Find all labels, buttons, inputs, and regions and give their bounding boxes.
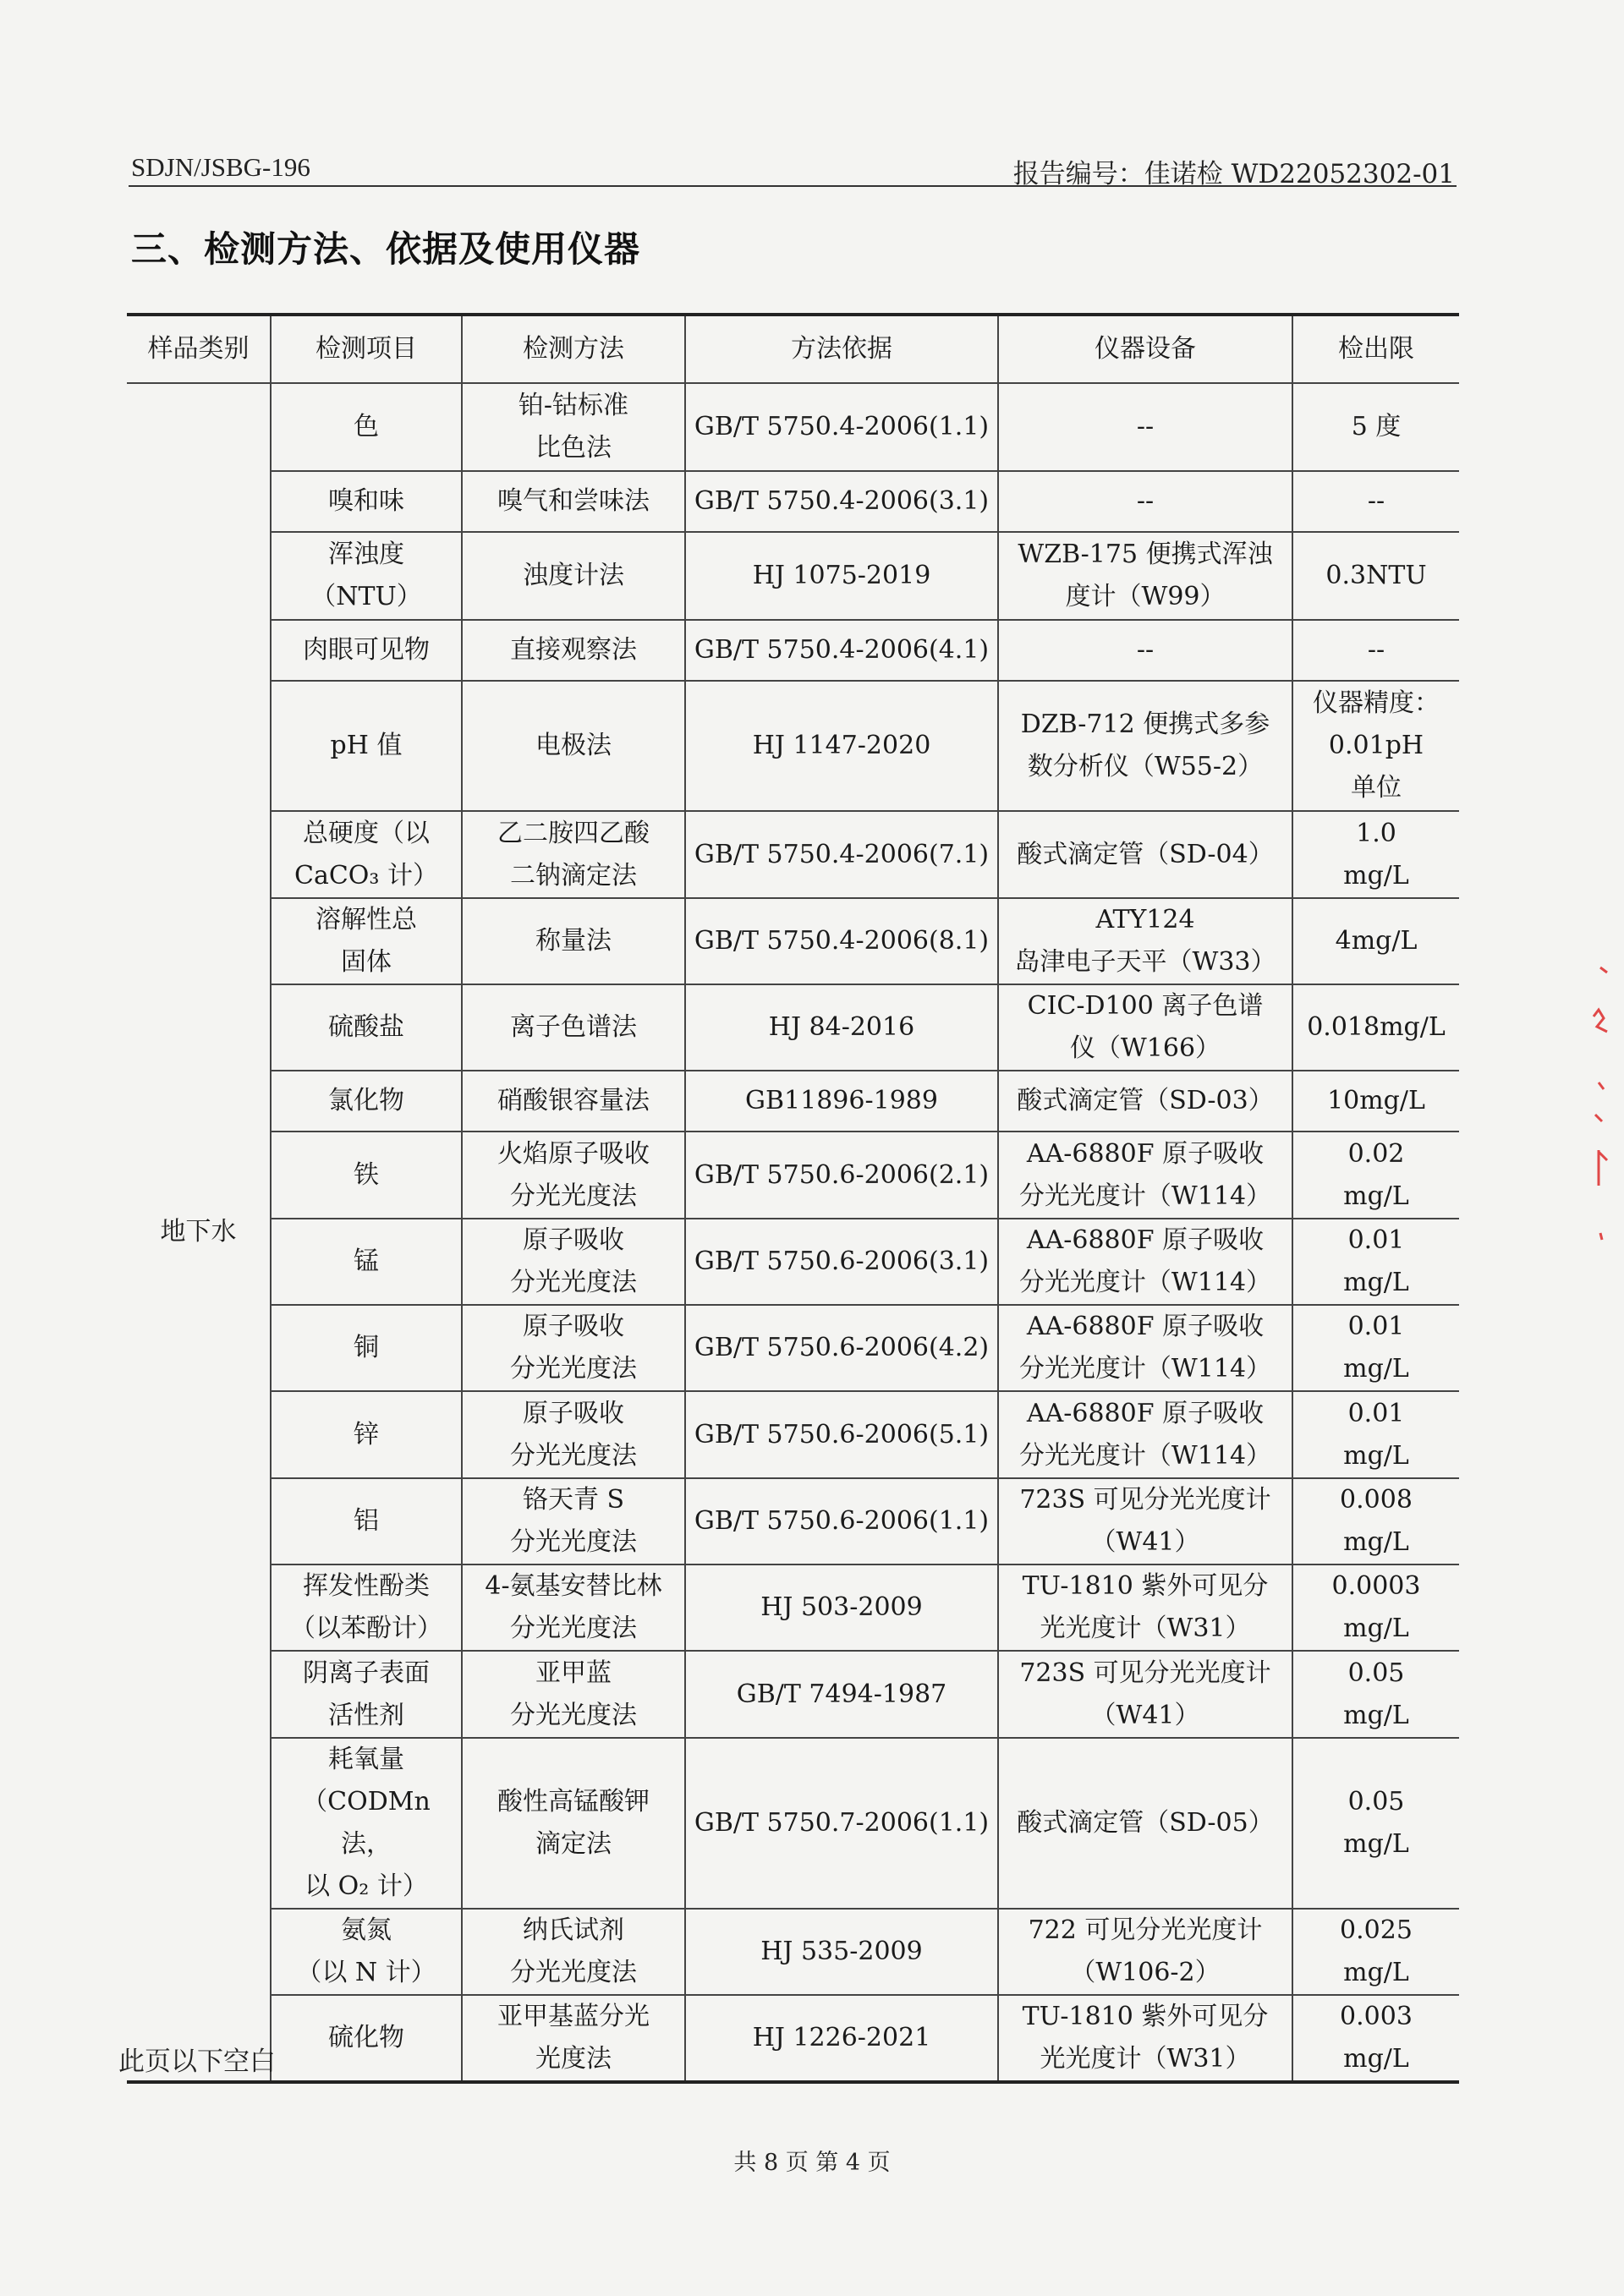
limit-cell: 5 度 <box>1292 383 1459 471</box>
basis-cell: GB/T 5750.6-2006(3.1) <box>685 1219 998 1305</box>
methods-table <box>127 313 1459 2084</box>
table-row <box>127 898 1459 984</box>
method-cell: 电极法 <box>462 681 685 811</box>
limit-cell: 0.05 mg/L <box>1292 1651 1459 1738</box>
page-number: 共 8 页 第 4 页 <box>733 2150 891 2176</box>
limit-cell: 0.01 mg/L <box>1292 1305 1459 1391</box>
table-row <box>127 1995 1459 2082</box>
instrument-cell: TU-1810 紫外可见分 光光度计（W31） <box>998 1564 1292 1651</box>
instrument-cell: 723S 可见分光光度计 （W41） <box>998 1651 1292 1738</box>
table-row <box>127 1564 1459 1651</box>
item-cell: 硫化物 <box>271 1995 462 2082</box>
basis-cell: GB/T 5750.4-2006(7.1) <box>685 811 998 898</box>
document-code: SDJN/JSBG-196 <box>131 152 310 182</box>
column-header-sample-type: 样品类别 <box>127 315 271 383</box>
basis-cell: GB/T 5750.6-2006(5.1) <box>685 1391 998 1478</box>
column-header-item: 检测项目 <box>271 315 462 383</box>
basis-cell: GB/T 5750.4-2006(4.1) <box>685 620 998 681</box>
item-cell: 总硬度（以 CaCO₃ 计） <box>271 811 462 898</box>
method-cell: 嗅气和尝味法 <box>462 471 685 532</box>
item-cell: 锰 <box>271 1219 462 1305</box>
basis-cell: HJ 535-2009 <box>685 1909 998 1995</box>
table-row <box>127 1478 1459 1564</box>
method-cell: 原子吸收 分光光度法 <box>462 1391 685 1478</box>
column-header-method: 检测方法 <box>462 315 685 383</box>
table-row <box>127 1305 1459 1391</box>
item-cell: 挥发性酚类 （以苯酚计） <box>271 1564 462 1651</box>
method-cell: 亚甲蓝 分光光度法 <box>462 1651 685 1738</box>
item-cell: 肉眼可见物 <box>271 620 462 681</box>
item-cell: 铁 <box>271 1132 462 1219</box>
table-row <box>127 1909 1459 1995</box>
item-cell: 嗅和味 <box>271 471 462 532</box>
table-row <box>127 383 1459 471</box>
method-cell: 称量法 <box>462 898 685 984</box>
instrument-cell: TU-1810 紫外可见分 光光度计（W31） <box>998 1995 1292 2082</box>
method-cell: 亚甲基蓝分光 光度法 <box>462 1995 685 2082</box>
table-row <box>127 620 1459 681</box>
column-header-basis: 方法依据 <box>685 315 998 383</box>
method-cell: 酸性高锰酸钾 滴定法 <box>462 1738 685 1909</box>
item-cell: 氨氮 （以 N 计） <box>271 1909 462 1995</box>
item-cell: 阴离子表面 活性剂 <box>271 1651 462 1738</box>
instrument-cell: -- <box>998 471 1292 532</box>
basis-cell: HJ 1147-2020 <box>685 681 998 811</box>
method-cell: 原子吸收 分光光度法 <box>462 1305 685 1391</box>
section-title: 三、检测方法、依据及使用仪器 <box>131 228 641 270</box>
item-cell: pH 值 <box>271 681 462 811</box>
limit-cell: 4mg/L <box>1292 898 1459 984</box>
instrument-cell: -- <box>998 620 1292 681</box>
method-cell: 4-氨基安替比林 分光光度法 <box>462 1564 685 1651</box>
column-header-limit: 检出限 <box>1292 315 1459 383</box>
limit-cell: 仪器精度： 0.01pH 单位 <box>1292 681 1459 811</box>
header-divider <box>129 185 1457 187</box>
limit-cell: 0.02 mg/L <box>1292 1132 1459 1219</box>
limit-cell: 0.025 mg/L <box>1292 1909 1459 1995</box>
item-cell: 氯化物 <box>271 1071 462 1132</box>
table-row <box>127 1071 1459 1132</box>
instrument-cell: WZB-175 便携式浑浊 度计（W99） <box>998 532 1292 620</box>
instrument-cell: 722 可见分光光度计 （W106-2） <box>998 1909 1292 1995</box>
table-row <box>127 532 1459 620</box>
table-row <box>127 681 1459 811</box>
limit-cell: 10mg/L <box>1292 1071 1459 1132</box>
table-row <box>127 1391 1459 1478</box>
limit-cell: 0.01 mg/L <box>1292 1219 1459 1305</box>
method-cell: 离子色谱法 <box>462 984 685 1071</box>
limit-cell: -- <box>1292 471 1459 532</box>
table-header-row <box>127 315 1459 383</box>
item-cell: 溶解性总 固体 <box>271 898 462 984</box>
method-cell: 铬天青 S 分光光度法 <box>462 1478 685 1564</box>
limit-cell: 1.0 mg/L <box>1292 811 1459 898</box>
table-row <box>127 471 1459 532</box>
method-cell: 火焰原子吸收 分光光度法 <box>462 1132 685 1219</box>
table-row <box>127 1738 1459 1909</box>
item-cell: 锌 <box>271 1391 462 1478</box>
basis-cell: HJ 503-2009 <box>685 1564 998 1651</box>
sample-type-cell: 地下水 <box>127 383 271 2082</box>
instrument-cell: AA-6880F 原子吸收 分光光度计（W114） <box>998 1132 1292 1219</box>
instrument-cell: AA-6880F 原子吸收 分光光度计（W114） <box>998 1219 1292 1305</box>
basis-cell: HJ 1075-2019 <box>685 532 998 620</box>
table-row <box>127 984 1459 1071</box>
limit-cell: 0.01 mg/L <box>1292 1391 1459 1478</box>
item-cell: 色 <box>271 383 462 471</box>
item-cell: 耗氧量 （CODMn 法， 以 O₂ 计） <box>271 1738 462 1909</box>
table-row <box>127 1651 1459 1738</box>
basis-cell: GB/T 5750.6-2006(4.2) <box>685 1305 998 1391</box>
instrument-cell: AA-6880F 原子吸收 分光光度计（W114） <box>998 1305 1292 1391</box>
table-row <box>127 811 1459 898</box>
method-cell: 纳氏试剂 分光光度法 <box>462 1909 685 1995</box>
item-cell: 铜 <box>271 1305 462 1391</box>
instrument-cell: ATY124 岛津电子天平（W33） <box>998 898 1292 984</box>
basis-cell: GB/T 5750.6-2006(1.1) <box>685 1478 998 1564</box>
instrument-cell: AA-6880F 原子吸收 分光光度计（W114） <box>998 1391 1292 1478</box>
item-cell: 硫酸盐 <box>271 984 462 1071</box>
method-cell: 浊度计法 <box>462 532 685 620</box>
limit-cell: 0.3NTU <box>1292 532 1459 620</box>
method-cell: 乙二胺四乙酸 二钠滴定法 <box>462 811 685 898</box>
method-cell: 铂-钴标准 比色法 <box>462 383 685 471</box>
report-number: 报告编号：佳诺检 WD22052302-01 <box>1012 159 1455 189</box>
limit-cell: -- <box>1292 620 1459 681</box>
instrument-cell: -- <box>998 383 1292 471</box>
basis-cell: GB11896-1989 <box>685 1071 998 1132</box>
instrument-cell: 酸式滴定管（SD-05） <box>998 1738 1292 1909</box>
instrument-cell: 723S 可见分光光度计 （W41） <box>998 1478 1292 1564</box>
limit-cell: 0.018mg/L <box>1292 984 1459 1071</box>
method-cell: 原子吸收 分光光度法 <box>462 1219 685 1305</box>
table-row <box>127 1132 1459 1219</box>
seal-stamp-fragment <box>1582 964 1616 1269</box>
basis-cell: GB/T 5750.4-2006(3.1) <box>685 471 998 532</box>
limit-cell: 0.0003 mg/L <box>1292 1564 1459 1651</box>
basis-cell: GB/T 5750.7-2006(1.1) <box>685 1738 998 1909</box>
blank-below-note: 此页以下空白 <box>118 2047 276 2077</box>
basis-cell: GB/T 7494-1987 <box>685 1651 998 1738</box>
instrument-cell: CIC-D100 离子色谱 仪（W166） <box>998 984 1292 1071</box>
instrument-cell: 酸式滴定管（SD-03） <box>998 1071 1292 1132</box>
limit-cell: 0.05 mg/L <box>1292 1738 1459 1909</box>
method-cell: 直接观察法 <box>462 620 685 681</box>
basis-cell: GB/T 5750.4-2006(1.1) <box>685 383 998 471</box>
basis-cell: GB/T 5750.4-2006(8.1) <box>685 898 998 984</box>
item-cell: 铝 <box>271 1478 462 1564</box>
instrument-cell: 酸式滴定管（SD-04） <box>998 811 1292 898</box>
method-cell: 硝酸银容量法 <box>462 1071 685 1132</box>
column-header-instrument: 仪器设备 <box>998 315 1292 383</box>
item-cell: 浑浊度 （NTU） <box>271 532 462 620</box>
basis-cell: HJ 1226-2021 <box>685 1995 998 2082</box>
table-row <box>127 1219 1459 1305</box>
basis-cell: HJ 84-2016 <box>685 984 998 1071</box>
basis-cell: GB/T 5750.6-2006(2.1) <box>685 1132 998 1219</box>
limit-cell: 0.003 mg/L <box>1292 1995 1459 2082</box>
instrument-cell: DZB-712 便携式多参 数分析仪（W55-2） <box>998 681 1292 811</box>
limit-cell: 0.008 mg/L <box>1292 1478 1459 1564</box>
